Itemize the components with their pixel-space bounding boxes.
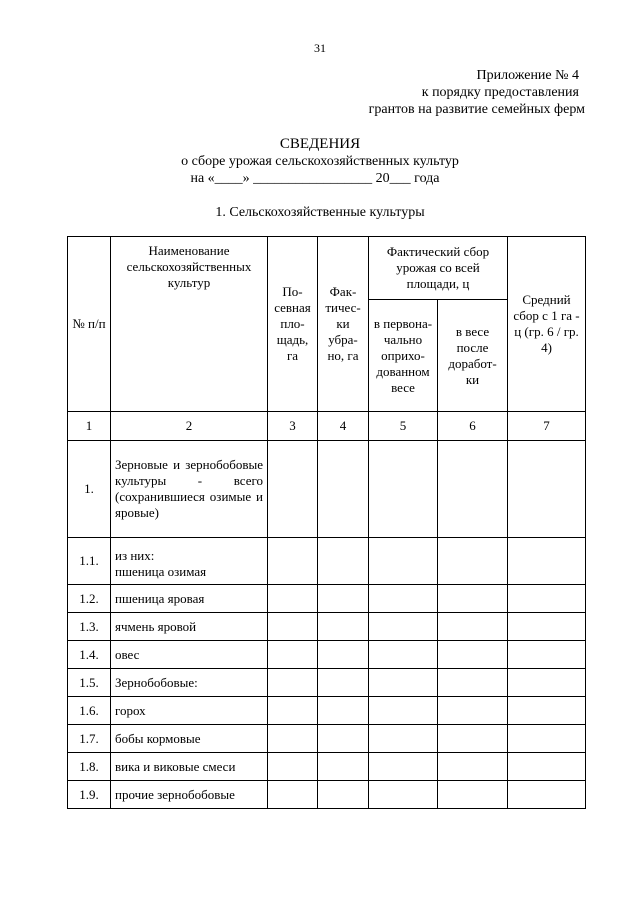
document-title: СВЕДЕНИЯ <box>279 136 361 152</box>
document-subtitle: о сборе урожая сельскохозяйственных культур <box>181 154 459 169</box>
initial-weight-cell <box>369 613 438 641</box>
sown-area-cell <box>268 697 318 725</box>
header-sown-area: По- севная пло- щадь, га <box>268 237 318 412</box>
harvested-area-cell <box>318 641 369 669</box>
table-row <box>68 725 586 753</box>
column-number: 2 <box>111 412 268 441</box>
crop-name: вика и виковые смеси <box>111 753 268 781</box>
initial-weight-cell <box>369 669 438 697</box>
appendix-title: Приложение № 4 <box>476 68 579 83</box>
table-row <box>68 781 586 809</box>
header-initial-weight: в первона- чально оприхо- дованном весе <box>369 300 438 412</box>
column-number: 1 <box>68 412 111 441</box>
crop-name <box>111 538 268 585</box>
after-processing-cell <box>438 441 508 538</box>
sown-area-cell <box>268 613 318 641</box>
crop-name: прочие зернобобовые <box>111 781 268 809</box>
row-number: 1.6. <box>68 697 111 725</box>
initial-weight-cell <box>369 538 438 585</box>
document-heading <box>0 135 640 187</box>
harvested-area-cell <box>318 585 369 613</box>
sown-area-cell <box>268 441 318 538</box>
crop-name: бобы кормовые <box>111 725 268 753</box>
harvested-area-cell <box>318 781 369 809</box>
average-yield-cell <box>508 753 586 781</box>
after-processing-cell <box>438 538 508 585</box>
row-number: 1.8. <box>68 753 111 781</box>
crop-name: Зернобобовые: <box>111 669 268 697</box>
row-number: 1.7. <box>68 725 111 753</box>
crop-name-line-1: из них: <box>115 548 155 563</box>
crop-name: овес <box>111 641 268 669</box>
table-row <box>68 641 586 669</box>
crop-name-line-2: пшеница озимая <box>115 564 207 579</box>
sown-area-cell <box>268 753 318 781</box>
sown-area-cell <box>268 725 318 753</box>
crop-name: Зерновые и зернобобовые культуры - всего (сохранившиеся озимые и яровые) <box>111 441 268 538</box>
harvested-area-cell <box>318 538 369 585</box>
average-yield-cell <box>508 697 586 725</box>
sown-area-cell <box>268 585 318 613</box>
table-row <box>68 613 586 641</box>
harvested-area-cell <box>318 613 369 641</box>
column-numbers-row <box>68 412 586 441</box>
table-row <box>68 538 586 585</box>
average-yield-cell <box>508 669 586 697</box>
crops-table <box>67 236 586 809</box>
after-processing-cell <box>438 613 508 641</box>
initial-weight-cell <box>369 753 438 781</box>
initial-weight-cell <box>369 697 438 725</box>
initial-weight-cell <box>369 725 438 753</box>
sown-area-cell <box>268 781 318 809</box>
crop-name: ячмень яровой <box>111 613 268 641</box>
harvested-area-cell <box>318 725 369 753</box>
after-processing-cell <box>438 753 508 781</box>
row-number: 1.1. <box>68 538 111 585</box>
after-processing-cell <box>438 641 508 669</box>
average-yield-cell <box>508 613 586 641</box>
initial-weight-cell <box>369 585 438 613</box>
column-number: 5 <box>369 412 438 441</box>
average-yield-cell <box>508 725 586 753</box>
harvested-area-cell <box>318 753 369 781</box>
initial-weight-cell <box>369 781 438 809</box>
appendix-block <box>369 67 585 118</box>
page-number: 31 <box>314 41 326 55</box>
average-yield-cell <box>508 538 586 585</box>
initial-weight-cell <box>369 441 438 538</box>
crop-name: горох <box>111 697 268 725</box>
header-actual-yield: Фактический сбор урожая со всей площади, ц <box>369 237 508 300</box>
average-yield-cell <box>508 441 586 538</box>
after-processing-cell <box>438 725 508 753</box>
header-num: № п/п <box>68 237 111 412</box>
harvested-area-cell <box>318 669 369 697</box>
row-number: 1.4. <box>68 641 111 669</box>
header-average-yield: Средний сбор с 1 га - ц (гр. 6 / гр. 4) <box>508 237 586 412</box>
table-row <box>68 669 586 697</box>
after-processing-cell <box>438 585 508 613</box>
section-title: 1. Сельскохозяйственные культуры <box>215 205 425 220</box>
row-number: 1.5. <box>68 669 111 697</box>
harvested-area-cell <box>318 441 369 538</box>
average-yield-cell <box>508 781 586 809</box>
after-processing-cell <box>438 697 508 725</box>
sown-area-cell <box>268 669 318 697</box>
header-harvested-area: Фак- тичес- ки убра- но, га <box>318 237 369 412</box>
crop-name: пшеница яровая <box>111 585 268 613</box>
row-number: 1. <box>68 441 111 538</box>
table-row <box>68 585 586 613</box>
appendix-line-3: грантов на развитие семейных ферм <box>368 102 585 117</box>
average-yield-cell <box>508 641 586 669</box>
harvested-area-cell <box>318 697 369 725</box>
after-processing-cell <box>438 669 508 697</box>
column-number: 6 <box>438 412 508 441</box>
row-number: 1.9. <box>68 781 111 809</box>
sown-area-cell <box>268 538 318 585</box>
header-after-processing: в весе после доработ- ки <box>438 300 508 412</box>
sown-area-cell <box>268 641 318 669</box>
average-yield-cell <box>508 585 586 613</box>
row-number: 1.3. <box>68 613 111 641</box>
table-row <box>68 697 586 725</box>
table-row <box>68 753 586 781</box>
after-processing-cell <box>438 781 508 809</box>
header-crop-name: Наименование сельскохозяйственных культур <box>111 237 268 412</box>
column-number: 7 <box>508 412 586 441</box>
column-number: 4 <box>318 412 369 441</box>
row-number: 1.2. <box>68 585 111 613</box>
table-row <box>68 441 586 538</box>
initial-weight-cell <box>369 641 438 669</box>
date-line: на «____» _________________ 20___ года <box>190 171 440 186</box>
column-number: 3 <box>268 412 318 441</box>
appendix-line-2: к порядку предоставления <box>421 85 579 100</box>
